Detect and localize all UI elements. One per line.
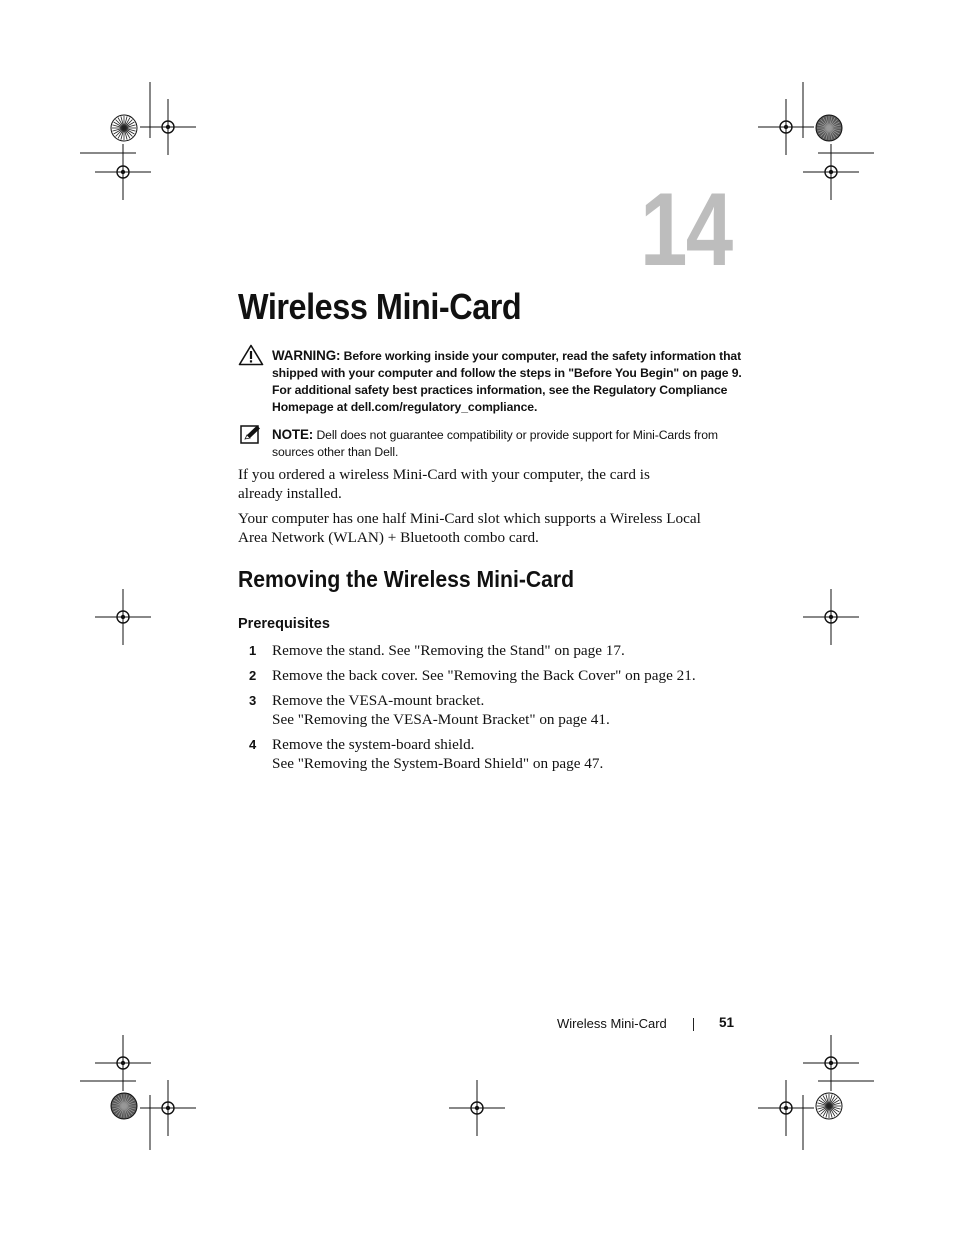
registration-dot — [121, 615, 125, 619]
registration-dot — [166, 1106, 170, 1110]
step-number: 1 — [249, 643, 257, 658]
step-number: 4 — [249, 737, 257, 752]
step-text: Remove the system-board shield. — [272, 736, 475, 753]
warning-label: WARNING: — [272, 348, 341, 363]
registration-dot — [829, 615, 833, 619]
intro-paragraph: If you ordered a wireless Mini-Card with your computer, the card is already installed. — [238, 466, 650, 502]
warning-callout — [272, 347, 742, 416]
registration-dot — [829, 170, 833, 174]
step-reference: See "Removing the System-Board Shield" on page 47. — [272, 755, 604, 772]
footer-divider — [693, 1018, 694, 1031]
note-pencil-icon — [240, 424, 262, 444]
registration-dot — [829, 1061, 833, 1065]
note-callout — [272, 426, 742, 461]
page-number: 51 — [719, 1015, 735, 1030]
step-text: Remove the stand. See "Removing the Stand" on page 17. — [272, 642, 625, 659]
chapter-number: 14 — [640, 172, 732, 288]
slot-paragraph: Your computer has one half Mini-Card slot which supports a Wireless Local Area Network (WLAN) + Bluetooth combo card. — [238, 510, 701, 546]
warning-text: Before working inside your computer, read the safety information that shipped with your computer and follow the steps in "Before You Begin" on page 9. For additional safety best practices information, see the Regulatory Compliance Homepage at dell.com/regulatory_compliance. — [272, 349, 742, 414]
prerequisites-heading: Prerequisites — [238, 616, 330, 632]
step-text: Remove the VESA-mount bracket. — [272, 692, 485, 709]
registration-dot — [784, 1106, 788, 1110]
warning-triangle-icon — [238, 344, 264, 366]
registration-dot — [475, 1106, 479, 1110]
registration-dot — [784, 125, 788, 129]
section-heading: Removing the Wireless Mini-Card — [238, 566, 575, 592]
note-label: NOTE: — [272, 427, 314, 442]
page-title: Wireless Mini-Card — [238, 286, 522, 327]
step-reference: See "Removing the VESA-Mount Bracket" on page 41. — [272, 711, 610, 728]
step-text: Remove the back cover. See "Removing the Back Cover" on page 21. — [272, 667, 696, 684]
registration-dot — [121, 170, 125, 174]
footer-chapter-title: Wireless Mini-Card — [557, 1016, 667, 1031]
step-number: 3 — [249, 693, 257, 708]
registration-dot — [121, 1061, 125, 1065]
note-text: Dell does not guarantee compatibility or provide support for Mini-Cards from sources other than Dell. — [272, 428, 718, 459]
step-number: 2 — [249, 668, 257, 683]
registration-dot — [166, 125, 170, 129]
